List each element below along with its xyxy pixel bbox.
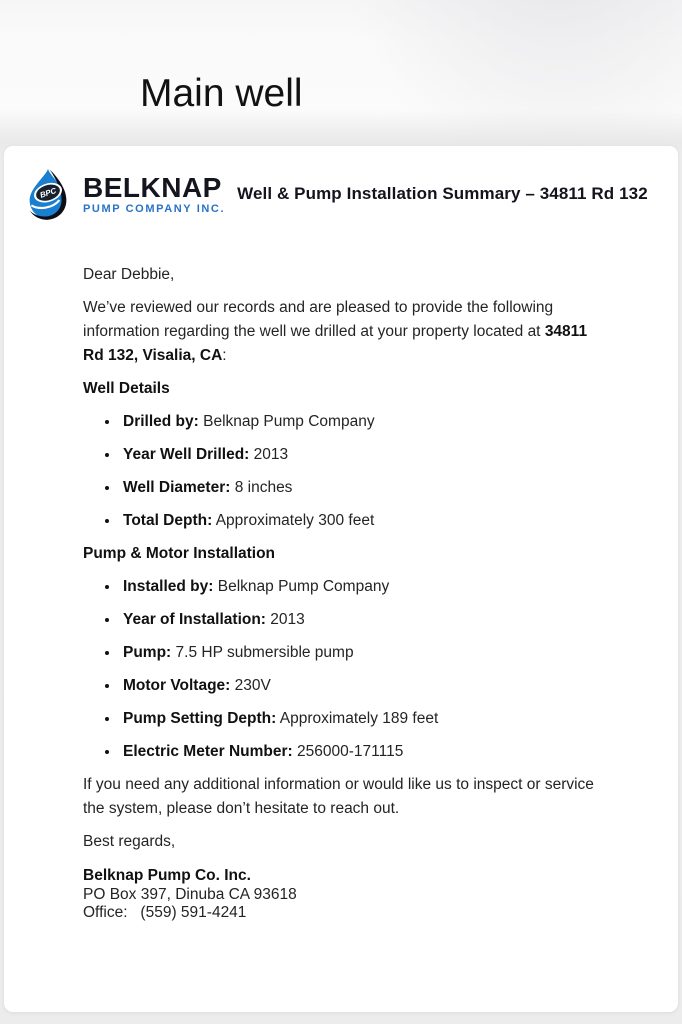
sign-off: Best regards, [83,833,176,850]
list-item [83,575,594,599]
list-item [83,707,594,731]
bullet-icon [105,486,109,490]
signature-company: Belknap Pump Co. Inc. [83,867,251,884]
logo-company-name: BELKNAP [83,171,222,203]
company-logo [20,165,225,223]
item-value: 8 inches [234,479,293,496]
greeting: Dear Debbie, [83,266,175,283]
letter-body [4,223,678,923]
item-label: Well Diameter: [123,479,231,496]
list-item [83,443,594,467]
list-item [83,509,594,533]
list-item [83,641,594,665]
item-label: Total Depth: [123,512,213,529]
list-item [83,476,594,500]
water-drop-logo-icon [20,165,76,223]
page-title: Main well [140,72,303,115]
item-label: Drilled by: [123,413,199,430]
item-label: Year of Installation: [123,611,266,628]
list-item [83,740,594,764]
pump-motor-list [83,575,594,764]
bullet-icon [105,453,109,457]
bullet-icon [105,618,109,622]
item-label: Motor Voltage: [123,677,231,694]
item-value: Belknap Pump Company [217,578,390,595]
item-value: Approximately 300 feet [215,512,375,529]
section-heading-pump-motor: Pump & Motor Installation [83,545,276,562]
item-value: 7.5 HP submersible pump [175,644,354,661]
signature-block [83,867,594,923]
logo-tagline: PUMP COMPANY INC. [83,202,226,215]
item-label: Pump: [123,644,172,661]
well-details-list [83,410,594,533]
closing-paragraph: If you need any additional information or would like us to inspect or service the system, please don’t hesitate to reach out. [83,776,594,817]
logo-acronym: BPC [38,186,58,200]
bullet-icon [105,750,109,754]
item-label: Electric Meter Number: [123,743,293,760]
bullet-icon [105,420,109,424]
property-address: 34811 Rd 132, Visalia, CA [83,323,588,364]
item-value: 256000-171115 [297,743,404,760]
intro-text: We’ve reviewed our records and are pleased to provide the following information regarding the well we drilled at your property located at [83,299,554,340]
item-label: Pump Setting Depth: [123,710,277,727]
list-item [83,674,594,698]
logo-wordmark [83,171,226,215]
item-value: Belknap Pump Company [203,413,375,430]
intro-colon: : [222,347,227,364]
item-value: 230V [234,677,271,694]
signature-phone: Office: (559) 591-4241 [83,904,247,921]
document-title: Well & Pump Installation Summary – 34811 Rd 132 [237,184,648,203]
item-label: Year Well Drilled: [123,446,250,463]
letter-header [4,146,678,223]
bullet-icon [105,651,109,655]
item-value: 2013 [270,611,305,628]
intro-paragraph [83,296,594,368]
list-item [83,608,594,632]
section-heading-well-details: Well Details [83,380,170,397]
bullet-icon [105,585,109,589]
letter-card [4,146,678,1012]
signature-address: PO Box 397, Dinuba CA 93618 [83,885,297,903]
bullet-icon [105,519,109,523]
item-label: Installed by: [123,578,214,595]
bullet-icon [105,717,109,721]
item-value: Approximately 189 feet [279,710,439,727]
list-item [83,410,594,434]
item-value: 2013 [253,446,289,463]
bullet-icon [105,684,109,688]
